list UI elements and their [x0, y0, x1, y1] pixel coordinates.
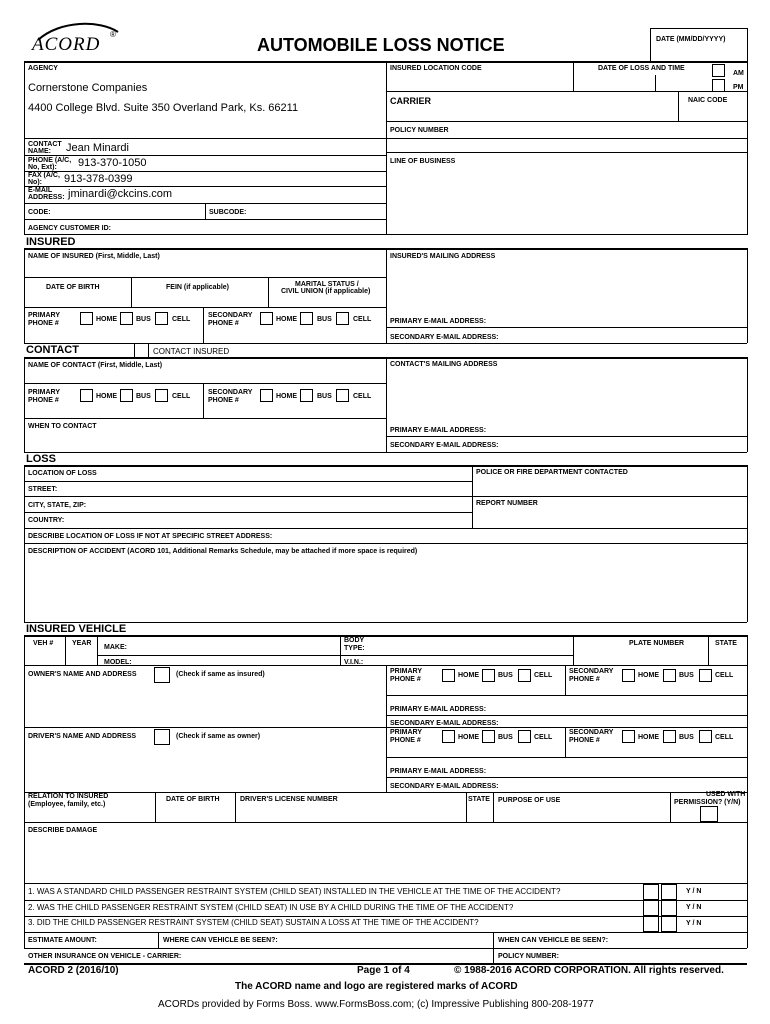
- report-number-label: REPORT NUMBER: [476, 500, 538, 507]
- question-2: 2. WAS THE CHILD PASSENGER RESTRAINT SYSTEM (CHILD SEAT) IN USE BY A CHILD DURING THE TIME OF THE ACCIDENT?: [28, 903, 514, 912]
- insured-dob-label: DATE OF BIRTH: [46, 284, 100, 291]
- used-with-label-1: USED WITH: [706, 791, 746, 798]
- vin-label: V.I.N.:: [344, 659, 364, 666]
- contact-header: CONTACT: [26, 344, 79, 356]
- driver-secondary-cell-checkbox[interactable]: [699, 730, 712, 743]
- question-1-box-a[interactable]: [643, 884, 659, 900]
- same-as-owner-checkbox[interactable]: [154, 729, 170, 745]
- used-with-label-2: PERMISSION? (Y/N): [674, 799, 741, 806]
- contact-secondary-bus-checkbox[interactable]: [300, 389, 313, 402]
- contact-mailing-label: CONTACT'S MAILING ADDRESS: [390, 361, 498, 368]
- location-of-loss-label: LOCATION OF LOSS: [28, 470, 97, 477]
- cell-label: CELL: [172, 316, 191, 323]
- carrier-label: CARRIER: [390, 96, 432, 106]
- owner-primary-bus-checkbox[interactable]: [482, 669, 495, 682]
- driver-primary-phone-label: PRIMARY PHONE #: [390, 729, 422, 744]
- fax-label: FAX (A/C, No):: [28, 172, 60, 186]
- page-number: Page 1 of 4: [357, 965, 410, 976]
- driver-secondary-home-checkbox[interactable]: [622, 730, 635, 743]
- description-label: DESCRIPTION OF ACCIDENT (ACORD 101, Additional Remarks Schedule, may be attached if more space is required): [28, 548, 418, 555]
- home-label: HOME: [96, 393, 117, 400]
- license-number-label: DRIVER'S LICENSE NUMBER: [240, 796, 338, 803]
- insured-secondary-home-checkbox[interactable]: [260, 312, 273, 325]
- owner-secondary-bus-checkbox[interactable]: [663, 669, 676, 682]
- license-state-label: STATE: [468, 796, 490, 803]
- phone-value[interactable]: 913-370-1050: [78, 157, 147, 169]
- owner-secondary-phone-label: SECONDARY PHONE #: [569, 668, 614, 683]
- contact-name-field-label: NAME OF CONTACT (First, Middle, Last): [28, 362, 163, 369]
- question-3-yn: Y / N: [686, 920, 702, 927]
- owner-primary-cell-checkbox[interactable]: [518, 669, 531, 682]
- date-label: DATE (MM/DD/YYYY): [656, 36, 726, 43]
- copyright: © 1988-2016 ACORD CORPORATION. All rights reserved.: [454, 965, 724, 976]
- driver-primary-bus-checkbox[interactable]: [482, 730, 495, 743]
- home-label: HOME: [638, 734, 659, 741]
- driver-primary-home-checkbox[interactable]: [442, 730, 455, 743]
- email-value[interactable]: jminardi@ckcins.com: [68, 188, 173, 200]
- acord-logo: [30, 22, 120, 58]
- agency-label: AGENCY: [28, 65, 58, 72]
- home-label: HOME: [458, 672, 479, 679]
- naic-label: NAIC CODE: [688, 97, 728, 104]
- logo-reg: ®: [110, 30, 116, 39]
- where-seen-label: WHERE CAN VEHICLE BE SEEN?:: [163, 937, 278, 944]
- home-label: HOME: [96, 316, 117, 323]
- customer-id-label: AGENCY CUSTOMER ID:: [28, 225, 111, 232]
- owner-secondary-email-label: SECONDARY E-MAIL ADDRESS:: [390, 720, 499, 727]
- driver-label: DRIVER'S NAME AND ADDRESS: [28, 733, 137, 740]
- question-2-box-a[interactable]: [643, 900, 659, 916]
- am-checkbox[interactable]: [712, 64, 725, 77]
- when-to-contact-label: WHEN TO CONTACT: [28, 423, 97, 430]
- insured-primary-phone-label: PRIMARY PHONE #: [28, 312, 60, 327]
- street-label: STREET:: [28, 486, 58, 493]
- agency-name[interactable]: Cornerstone Companies: [28, 82, 148, 94]
- model-label: MODEL:: [104, 659, 132, 666]
- contact-name-value[interactable]: Jean Minardi: [66, 142, 129, 154]
- contact-primary-cell-checkbox[interactable]: [155, 389, 168, 402]
- cell-label: CELL: [172, 393, 191, 400]
- question-1-box-b[interactable]: [661, 884, 677, 900]
- question-3-box-b[interactable]: [661, 916, 677, 932]
- question-3: 3. DID THE CHILD PASSENGER RESTRAINT SYSTEM (CHILD SEAT) SUSTAIN A LOSS AT THE TIME OF THE ACCIDENT?: [28, 918, 479, 927]
- city-state-zip-label: CITY, STATE, ZIP:: [28, 502, 87, 509]
- permission-yn-box[interactable]: [700, 806, 718, 822]
- other-policy-number-label: POLICY NUMBER:: [498, 953, 559, 960]
- relation-label-2: (Employee, family, etc.): [28, 801, 106, 808]
- owner-secondary-cell-checkbox[interactable]: [699, 669, 712, 682]
- insured-primary-email-label: PRIMARY E-MAIL ADDRESS:: [390, 318, 487, 325]
- contact-secondary-home-checkbox[interactable]: [260, 389, 273, 402]
- body-label-1: BODY: [344, 637, 365, 644]
- year-label: YEAR: [72, 640, 92, 647]
- owner-secondary-home-checkbox[interactable]: [622, 669, 635, 682]
- question-1: 1. WAS A STANDARD CHILD PASSENGER RESTRAINT SYSTEM (CHILD SEAT) INSTALLED IN THE VEHICLE AT THE TIME OF THE ACCIDENT?: [28, 887, 561, 896]
- question-2-yn: Y / N: [686, 904, 702, 911]
- contact-primary-phone-label: PRIMARY PHONE #: [28, 389, 60, 404]
- bus-label: BUS: [498, 734, 513, 741]
- cell-label: CELL: [534, 672, 553, 679]
- driver-dob-label: DATE OF BIRTH: [166, 796, 220, 803]
- bus-label: BUS: [317, 316, 332, 323]
- contact-primary-home-checkbox[interactable]: [80, 389, 93, 402]
- pm-label: PM: [733, 84, 744, 91]
- fax-value[interactable]: 913-378-0399: [64, 173, 133, 185]
- insured-secondary-phone-label: SECONDARY PHONE #: [208, 312, 253, 327]
- make-label: MAKE:: [104, 644, 127, 651]
- veh-label: VEH #: [33, 640, 54, 647]
- owner-primary-home-checkbox[interactable]: [442, 669, 455, 682]
- insured-secondary-bus-checkbox[interactable]: [300, 312, 313, 325]
- insured-mailing-label: INSURED'S MAILING ADDRESS: [390, 253, 496, 260]
- describe-damage-label: DESCRIBE DAMAGE: [28, 827, 98, 834]
- bus-label: BUS: [317, 393, 332, 400]
- form-id: ACORD 2 (2016/10): [28, 965, 119, 976]
- logo-text: ACORD: [32, 34, 101, 55]
- estimate-amount-label: ESTIMATE AMOUNT:: [28, 937, 97, 944]
- contact-secondary-cell-checkbox[interactable]: [336, 389, 349, 402]
- insured-fein-label: FEIN (if applicable): [166, 284, 230, 291]
- cell-label: CELL: [353, 316, 372, 323]
- contact-primary-bus-checkbox[interactable]: [120, 389, 133, 402]
- plate-number-label: PLATE NUMBER: [629, 640, 685, 647]
- phone-label: PHONE (A/C, No, Ext):: [28, 157, 72, 171]
- question-3-box-a[interactable]: [643, 916, 659, 932]
- body-label-2: TYPE:: [344, 645, 365, 652]
- subcode-label: SUBCODE:: [209, 209, 247, 216]
- owner-label: OWNER'S NAME AND ADDRESS: [28, 671, 137, 678]
- insured-name-label: NAME OF INSURED (First, Middle, Last): [28, 253, 160, 260]
- line-of-business-label: LINE OF BUSINESS: [390, 158, 456, 165]
- insured-primary-bus-checkbox[interactable]: [120, 312, 133, 325]
- other-insurance-label: OTHER INSURANCE ON VEHICLE - CARRIER:: [28, 953, 182, 960]
- contact-insured-label: CONTACT INSURED: [153, 347, 230, 356]
- bus-label: BUS: [136, 393, 151, 400]
- when-seen-label: WHEN CAN VEHICLE BE SEEN?:: [498, 937, 609, 944]
- driver-primary-email-label: PRIMARY E-MAIL ADDRESS:: [390, 768, 487, 775]
- state-label: STATE: [715, 640, 737, 647]
- bus-label: BUS: [679, 734, 694, 741]
- vehicle-header: INSURED VEHICLE: [26, 623, 127, 635]
- bus-label: BUS: [136, 316, 151, 323]
- loss-header: LOSS: [26, 453, 56, 465]
- provided-by: ACORDs provided by Forms Boss. www.FormsBoss.com; (c) Impressive Publishing 800-208-1977: [158, 999, 594, 1010]
- am-label: AM: [733, 70, 744, 77]
- purpose-of-use-label: PURPOSE OF USE: [498, 797, 561, 804]
- home-label: HOME: [276, 316, 297, 323]
- relation-label-1: RELATION TO INSURED: [28, 793, 109, 800]
- contact-secondary-phone-label: SECONDARY PHONE #: [208, 389, 253, 404]
- insured-primary-cell-checkbox[interactable]: [155, 312, 168, 325]
- cell-label: CELL: [715, 672, 734, 679]
- cell-label: CELL: [715, 734, 734, 741]
- insured-secondary-email-label: SECONDARY E-MAIL ADDRESS:: [390, 334, 499, 341]
- bus-label: BUS: [498, 672, 513, 679]
- marital-label-1: MARITAL STATUS /: [295, 281, 359, 288]
- insured-primary-home-checkbox[interactable]: [80, 312, 93, 325]
- contact-secondary-email-label: SECONDARY E-MAIL ADDRESS:: [390, 442, 499, 449]
- marital-label-2: CIVIL UNION (if applicable): [281, 288, 371, 295]
- date-of-loss-label: DATE OF LOSS AND TIME: [598, 65, 685, 72]
- insured-header: INSURED: [26, 236, 76, 248]
- cell-label: CELL: [534, 734, 553, 741]
- email-label: E-MAIL ADDRESS:: [28, 187, 65, 201]
- driver-primary-cell-checkbox[interactable]: [518, 730, 531, 743]
- bus-label: BUS: [679, 672, 694, 679]
- contact-insured-checkbox[interactable]: [134, 343, 149, 358]
- cell-label: CELL: [353, 393, 372, 400]
- contact-primary-email-label: PRIMARY E-MAIL ADDRESS:: [390, 427, 487, 434]
- home-label: HOME: [276, 393, 297, 400]
- describe-location-label: DESCRIBE LOCATION OF LOSS IF NOT AT SPECIFIC STREET ADDRESS:: [28, 533, 273, 540]
- insured-location-code-label: INSURED LOCATION CODE: [390, 65, 482, 72]
- form-title: AUTOMOBILE LOSS NOTICE: [257, 35, 505, 55]
- same-as-insured-label: (Check if same as insured): [176, 671, 265, 678]
- country-label: COUNTRY:: [28, 517, 65, 524]
- question-1-yn: Y / N: [686, 888, 702, 895]
- same-as-insured-checkbox[interactable]: [154, 667, 170, 683]
- owner-primary-phone-label: PRIMARY PHONE #: [390, 668, 422, 683]
- agency-address[interactable]: 4400 College Blvd. Suite 350 Overland Park, Ks. 66211: [28, 102, 299, 114]
- question-2-box-b[interactable]: [661, 900, 677, 916]
- owner-primary-email-label: PRIMARY E-MAIL ADDRESS:: [390, 706, 487, 713]
- contact-name-label: CONTACT NAME:: [28, 141, 62, 155]
- insured-secondary-cell-checkbox[interactable]: [336, 312, 349, 325]
- home-label: HOME: [638, 672, 659, 679]
- code-label: CODE:: [28, 209, 51, 216]
- driver-secondary-phone-label: SECONDARY PHONE #: [569, 729, 614, 744]
- home-label: HOME: [458, 734, 479, 741]
- policy-number-label: POLICY NUMBER: [390, 127, 449, 134]
- same-as-owner-label: (Check if same as owner): [176, 733, 261, 740]
- police-label: POLICE OR FIRE DEPARTMENT CONTACTED: [476, 469, 628, 476]
- driver-secondary-bus-checkbox[interactable]: [663, 730, 676, 743]
- trademark-notice: The ACORD name and logo are registered marks of ACORD: [235, 981, 518, 992]
- driver-secondary-email-label: SECONDARY E-MAIL ADDRESS:: [390, 783, 499, 790]
